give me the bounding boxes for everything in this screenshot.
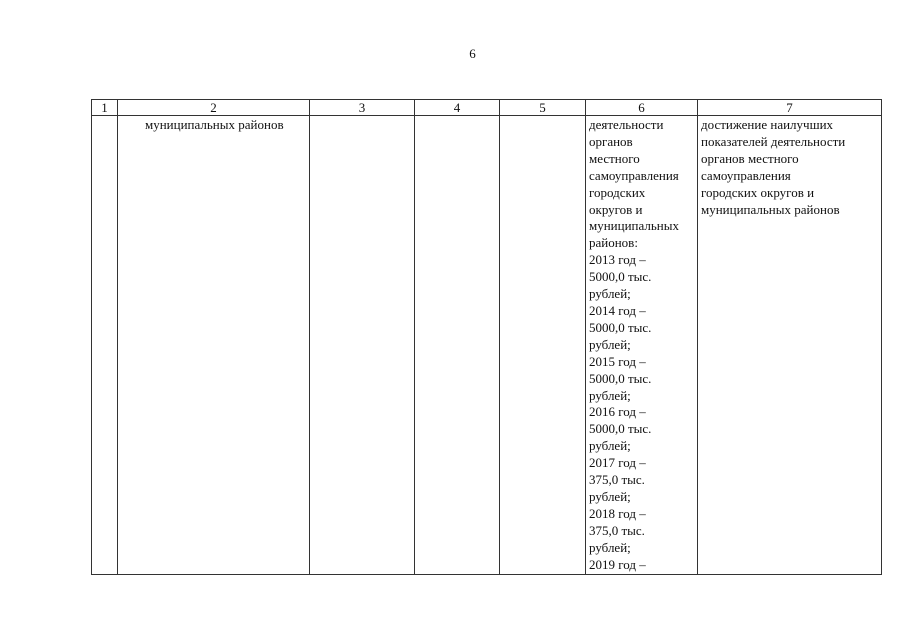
document-table	[91, 99, 882, 575]
cell-col6-text: деятельности органов местного самоуправления городских округов и муниципальных районов: 2013 год – 5000,0 тыс. рублей; 2014 год – 5000,0 тыс. рублей; 2015 год – 5000,0 тыс. рублей; 2016 год – 5000,0 тыс. рублей; 2017 год – 375,0 тыс. рублей; 2018 год – 375,0 тыс. рублей; 2019 год –	[589, 117, 680, 572]
cell-col1	[92, 116, 118, 575]
header-cell-7: 7	[698, 100, 882, 116]
header-cell-3: 3	[310, 100, 415, 116]
cell-col7	[698, 116, 882, 575]
header-cell-6: 6	[586, 100, 698, 116]
table-header-row	[92, 100, 882, 116]
header-cell-4: 4	[415, 100, 500, 116]
cell-col2	[118, 116, 310, 575]
cell-col5	[500, 116, 586, 575]
header-cell-1: 1	[92, 100, 118, 116]
cell-col4	[415, 116, 500, 575]
cell-col7-text: достижение наилучших показателей деятельности органов местного самоуправления городских округов и муниципальных районов	[701, 117, 846, 217]
cell-col2-text: муниципальных районов	[145, 117, 284, 132]
cell-col6	[586, 116, 698, 575]
header-cell-5: 5	[500, 100, 586, 116]
cell-col3	[310, 116, 415, 575]
header-cell-2: 2	[118, 100, 310, 116]
table-row	[92, 116, 882, 575]
page-number: 6	[469, 46, 476, 61]
